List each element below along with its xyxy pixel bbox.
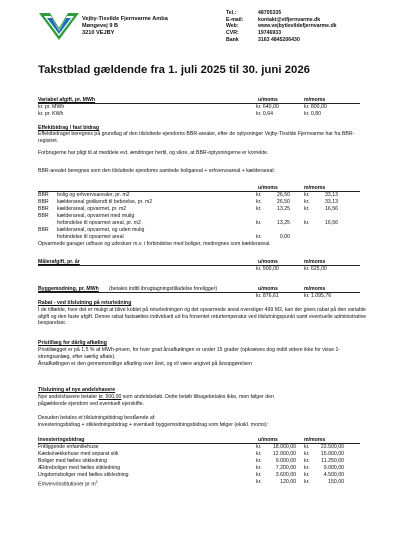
- invest-row-currency: kr.: [256, 472, 262, 478]
- variable-row-value: kr. 640,00: [256, 104, 279, 110]
- page-title: Takstblad gældende fra 1. juli 2025 til 30. juni 2026: [38, 64, 310, 76]
- effekt-paragraph: Forbrugerne har pligt til at meddele evt. ændringer hertil, og sikre, at BBR-oplysningerne er korrekte.: [38, 150, 269, 156]
- variable-row-value: kr. 800,00: [304, 104, 327, 110]
- invest-row-value: 22.500,00: [320, 444, 344, 450]
- effekt-col2: m/moms: [304, 185, 326, 191]
- pristillaeg-heading: Pristillæg for dårlig afkøling: [38, 340, 107, 346]
- invest-row-value: 150,00: [328, 479, 344, 485]
- invest-row-label-text: Erhverv/institutioner pr m: [38, 481, 96, 488]
- contact-web: www.vejbytisvildefjernvarme.dk: [258, 23, 337, 30]
- bbr-row-currency: kr.: [304, 220, 310, 226]
- bbr-row-label: kælderareal, opvarmet, og uden mulig: [57, 227, 145, 233]
- bbr-row-value: 13,25: [277, 220, 290, 226]
- effekt-paragraph: Effektbidraget beregnes på grundlag af den tilsluttede ejendoms BBR-arealer, efter de oplysninger Vejby-Tisvilde Fjernvarme har fra BBR-registret.: [38, 131, 355, 144]
- bbr-row-value: 0,00: [279, 234, 290, 240]
- byggemodning-subtitle: (betales indtil ibrugtagningstilladelse foreligger): [109, 286, 218, 292]
- bbr-row-label: forbindelse til opvarmet areal, pr. m2: [57, 220, 141, 226]
- contact-label-bank: Bank: [226, 36, 239, 43]
- effekt-paragraph: BBR-arealet beregnes som den tilsluttede ejendoms samlede boligareal + erhvervsareal + kælderareal:: [38, 168, 276, 174]
- invest-row-label: Kæde/rækkehuse med separat stik: [38, 451, 119, 457]
- rabat-heading: Rabat - ved tilslutning på returledning: [38, 300, 132, 306]
- invest-row-currency: kr.: [256, 465, 262, 471]
- bbr-row-currency: kr.: [256, 192, 262, 198]
- bbr-row-label: kælderareal, opvarmet med mulig: [57, 213, 135, 219]
- invest-col2: m/moms: [304, 437, 326, 443]
- bbr-row-value: 26,50: [277, 199, 290, 205]
- contact-bank: 3163 4845206430: [258, 36, 300, 43]
- bbr-row-currency: kr.: [256, 199, 262, 205]
- byggemodning-col1: u/moms: [258, 286, 278, 292]
- bbr-prefix: BBR: [38, 206, 49, 212]
- tilslutning-text: Nye andelshavere betaler: [38, 394, 99, 400]
- tilslutning-line: [38, 394, 274, 401]
- tilslutning-line: Desuden betales et tilslutningsbidrag bestående af:: [38, 415, 156, 421]
- invest-heading: Investeringsbidrag: [38, 437, 85, 443]
- invest-row-label: Boliger med fælles stikledning: [38, 458, 107, 464]
- contact-label-email: E-mail:: [226, 16, 244, 23]
- invest-col1: u/moms: [258, 437, 278, 443]
- company-logo: [38, 11, 80, 41]
- invest-row-value: 4.500,00: [323, 472, 344, 478]
- invest-row-value: 7.200,00: [275, 465, 296, 471]
- contact-cvr: 19746933: [258, 30, 282, 37]
- bbr-row-label: kælderareal godkendt til beboelse, pr. m2: [57, 199, 153, 205]
- maaler-value: kr. 625,00: [304, 266, 327, 272]
- invest-row-currency: kr.: [256, 451, 262, 457]
- invest-row-label: Ungdomsboliger med fælles stikledning: [38, 472, 129, 478]
- effekt-heading: Effektbidrag / fast bidrag: [38, 125, 100, 131]
- pristillaeg-text: Pristillægget er på 1,5 % af MWh-prisen, for hver grad årsafkølingen er under 15 grader (opkræves dog indtil videre ikke for visse 1-strengsanlæg, efter særlig aftale).: [38, 347, 341, 360]
- invest-row-value: 11.250,00: [321, 458, 344, 464]
- maaler-value: kr. 500,00: [256, 266, 279, 272]
- maaler-heading: Målerafgift, pr. år: [38, 259, 80, 265]
- superscript: 2: [95, 480, 98, 484]
- invest-row-value: 3.600,00: [275, 472, 296, 478]
- bbr-row-value: 26,50: [277, 192, 290, 198]
- bbr-prefix: BBR: [38, 227, 49, 233]
- bbr-row-value: 16,56: [325, 206, 338, 212]
- bbr-row-currency: kr.: [256, 220, 262, 226]
- invest-row-currency: kr.: [304, 479, 310, 485]
- bbr-row-value: 33,13: [325, 199, 338, 205]
- invest-row-currency: kr.: [304, 458, 310, 464]
- bbr-row-label: kælderareal, opvarmet, pr. m2: [57, 206, 127, 212]
- byggemodning-value: kr. 876,61: [256, 293, 279, 299]
- invest-row-label: [38, 479, 98, 488]
- variable-row-value: kr. 0,80: [304, 111, 322, 117]
- invest-row-currency: kr.: [256, 458, 262, 464]
- contact-email: kontakt@vtfjernvarme.dk: [258, 16, 321, 23]
- invest-row-currency: kr.: [256, 444, 262, 450]
- andelsbeloeb-amount: kr. 500,00: [98, 394, 122, 400]
- variable-col1: u/moms: [258, 97, 278, 103]
- pristillaeg-text: Årsafkølingen er den gennemsnitlige afkøling over året, og vil være angivet på årsopgørelsen: [38, 361, 252, 367]
- bbr-row-value: 33,13: [325, 192, 338, 198]
- bbr-prefix: BBR: [38, 192, 49, 198]
- invest-row-value: 12.000,00: [272, 451, 296, 457]
- bbr-row-currency: kr.: [256, 234, 262, 240]
- bbr-prefix: BBR: [38, 199, 49, 205]
- contact-labels: [226, 10, 243, 44]
- variable-col2: m/moms: [304, 97, 326, 103]
- maaler-col2: m/moms: [304, 259, 326, 265]
- bbr-row-label: bolig og erhvervsarealer, pr. m2: [57, 192, 130, 198]
- variable-row-value: kr. 0,64: [256, 111, 274, 117]
- bbr-row-currency: kr.: [256, 206, 262, 212]
- byggemodning-heading: Byggemodning, pr. MWh: [38, 286, 99, 292]
- bbr-row-label: forbindelse til opvarmet areal: [57, 234, 124, 240]
- invest-row-currency: kr.: [304, 444, 310, 450]
- byggemodning-col2: m/moms: [304, 286, 326, 292]
- company-street: Møngevej 9 B: [82, 23, 119, 29]
- tilslutning-line: investeringsbidrag + stikledningsbidrag + eventuelt byggemodningsbidrag som følger (ekskl. moms):: [38, 422, 269, 428]
- byggemodning-value: kr. 1.095,76: [304, 293, 332, 299]
- bbr-row-value: 13,25: [277, 206, 290, 212]
- maaler-col1: u/moms: [258, 259, 278, 265]
- invest-row-value: 120,00: [280, 479, 296, 485]
- effekt-note: Opvarmede garager udhuse og udestuer m.v. i forbindelse med boliger, medregnes som kælderareal.: [38, 241, 271, 247]
- invest-row-value: 18.000,00: [272, 444, 296, 450]
- variable-row-label: kr. pr. KWh: [38, 111, 64, 117]
- bbr-row-currency: kr.: [304, 199, 310, 205]
- effekt-col1: u/moms: [258, 185, 278, 191]
- invest-row-value: 9.000,00: [323, 465, 344, 471]
- invest-row-label: Ældreboliger med fælles stikledning: [38, 465, 121, 471]
- invest-row-currency: kr.: [304, 472, 310, 478]
- invest-row-label: Fritliggende enfamiliehuse: [38, 444, 99, 450]
- variable-heading: Variabel afgift, pr. MWh: [38, 97, 96, 103]
- company-city: 3210 VEJBY: [82, 30, 115, 36]
- variable-row-label: kr. pr. MWh: [38, 104, 65, 110]
- contact-label-tel: Tel.:: [226, 10, 237, 16]
- tilslutning-heading: Tilslutning af nye andelshavere: [38, 387, 116, 393]
- contact-label-cvr: CVR:: [226, 30, 239, 37]
- rabat-text: I de tilfælde, hvor det er muligt at blive koblet på returledningen og det opvarmede areal overstiger 499 M2, kan der gives rabat på den variable afgift og den faste afgift. Denne rabat fastsættes individuelt ud fra forventet returtemperatur ved tilslutningspunkt samt eventuelle administrative besparelser.: [38, 307, 367, 327]
- bbr-row-currency: kr.: [304, 192, 310, 198]
- bbr-prefix: BBR: [38, 213, 49, 219]
- tilslutning-line: pågældende ejendom ved eventuelt ejerskifte.: [38, 401, 145, 407]
- bbr-row-value: 16,56: [325, 220, 338, 226]
- contact-values: [258, 10, 337, 44]
- contact-tel: 48705335: [258, 10, 282, 16]
- contact-label-web: Web:: [226, 23, 239, 30]
- company-name: Vejby-Tisvilde Fjernvarme Amba: [82, 16, 168, 22]
- tilslutning-text: som andelsbeløb. Dette beløb tilbagebetales ikke, men følger den: [121, 394, 274, 400]
- invest-row-value: 9.000,00: [275, 458, 296, 464]
- bbr-row-currency: kr.: [304, 206, 310, 212]
- invest-row-currency: kr.: [304, 451, 310, 457]
- invest-row-value: 15.000,00: [320, 451, 344, 457]
- invest-row-currency: kr.: [304, 465, 310, 471]
- invest-row-currency: kr.: [256, 479, 262, 485]
